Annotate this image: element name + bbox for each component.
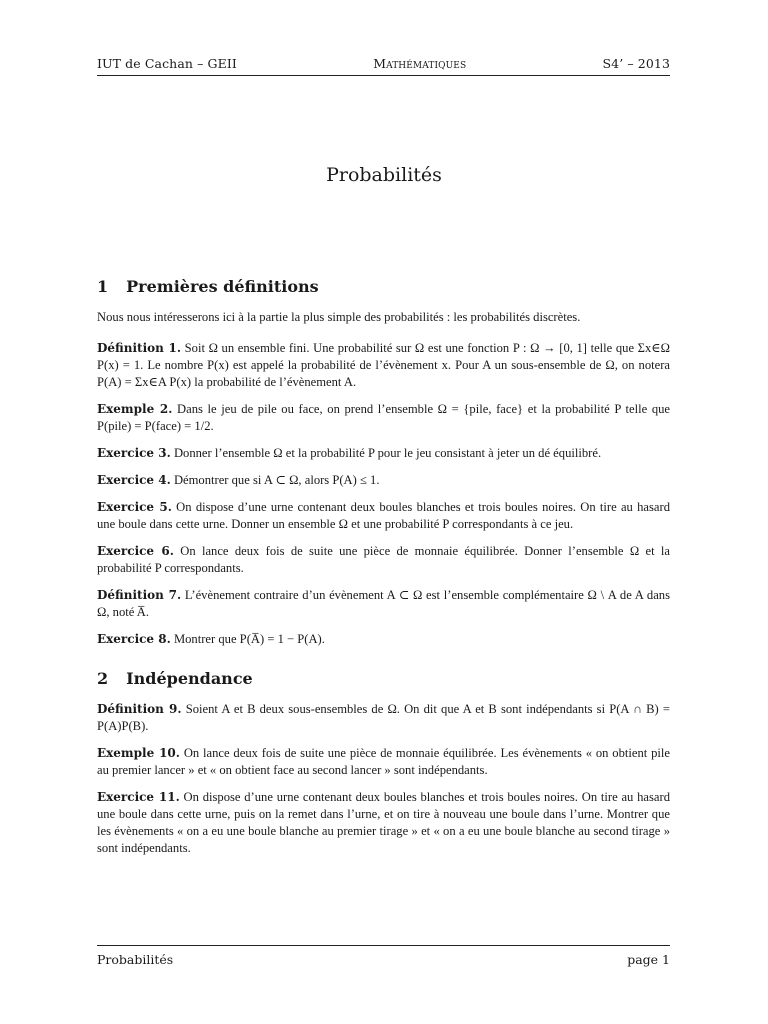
paragraph (97, 631, 670, 648)
paragraph-text: Soit Ω un ensemble fini. Une probabilité sur Ω est une fonction P : Ω → [0, 1] telle que Σx∈Ω P(x) = 1. Le nombre P(x) est appelé la probabilité de l’évènement x. Pour A un sous-ensemble de Ω, on notera P(A) = Σx∈A P(x) la probabilité de l’évènement A. (97, 341, 670, 389)
section-number: 1 (97, 277, 109, 296)
header-semester: S4’ – 2013 (602, 56, 670, 71)
paragraph-label: Exercice 8. (97, 632, 171, 646)
paragraph-label: Exemple 10. (97, 746, 180, 760)
section-title: Indépendance (126, 669, 253, 688)
paragraph-label: Exercice 11. (97, 790, 180, 804)
paragraph-label: Exemple 2. (97, 402, 173, 416)
paragraph-text: Nous nous intéresserons ici à la partie la plus simple des probabilités : les probabilités discrètes. (97, 310, 581, 324)
paragraph (97, 701, 670, 735)
paragraph-text: Montrer que P(A̅) = 1 − P(A). (173, 632, 325, 646)
document-title: Probabilités (326, 164, 442, 186)
paragraph-text: On lance deux fois de suite une pièce de monnaie équilibrée. Donner l’ensemble Ω et la probabilité P correspondants. (97, 544, 670, 575)
paragraph-text: L’évènement contraire d’un évènement A ⊂ Ω est l’ensemble complémentaire Ω \ A de A dans Ω, noté A̅. (97, 588, 670, 619)
page-footer (97, 952, 670, 967)
header-subject: Mathématiques (373, 56, 467, 71)
paragraph-label: Définition 7. (97, 588, 182, 602)
paragraph (97, 543, 670, 577)
page-header (97, 56, 670, 71)
paragraph-label: Exercice 3. (97, 446, 171, 460)
paragraph-text: Démontrer que si A ⊂ Ω, alors P(A) ≤ 1. (173, 473, 380, 487)
paragraph (97, 472, 670, 489)
paragraph-text: On lance deux fois de suite une pièce de monnaie équilibrée. Les évènements « on obtient pile au premier lancer » et « on obtient face au second lancer » sont indépendants. (97, 746, 670, 777)
paragraph (97, 499, 670, 533)
paragraph-text: Donner l’ensemble Ω et la probabilité P pour le jeu consistant à jeter un dé équilibré. (173, 446, 602, 460)
paragraph-label: Définition 1. (97, 341, 182, 355)
paragraph-text: On dispose d’une urne contenant deux boules blanches et trois boules noires. On tire au hasard une boule dans cette urne. Donner un ensemble Ω et une probabilité P correspondants à ce jeu. (97, 500, 670, 531)
footer-divider (97, 945, 670, 946)
paragraph-label: Exercice 4. (97, 473, 171, 487)
footer-title: Probabilités (97, 952, 174, 967)
paragraph (97, 745, 670, 779)
paragraph (97, 587, 670, 621)
paragraph-label: Exercice 6. (97, 544, 174, 558)
section-number: 2 (97, 669, 109, 688)
paragraph (97, 789, 670, 857)
paragraph-label: Définition 9. (97, 702, 182, 716)
header-divider (97, 75, 670, 76)
paragraph-text: On dispose d’une urne contenant deux boules blanches et trois boules noires. On tire au hasard une boule dans cette urne, puis on la remet dans l’urne, et on tire à nouveau une boule dans l’urne. Montrer que les évènements « on a eu une boule blanche au premier tirage » et « on a eu une boule blanche au second tirage » sont indépendants. (97, 790, 670, 855)
section-heading (97, 278, 670, 295)
header-institution: IUT de Cachan – GEII (97, 56, 237, 71)
paragraph-label: Exercice 5. (97, 500, 172, 514)
document-body (97, 278, 670, 867)
paragraph-text: Dans le jeu de pile ou face, on prend l’ensemble Ω = {pile, face} et la probabilité P telle que P(pile) = P(face) = 1/2. (97, 402, 671, 433)
page-number: page 1 (627, 952, 670, 967)
paragraph (97, 401, 670, 435)
paragraph-text: Soient A et B deux sous-ensembles de Ω. On dit que A et B sont indépendants si P(A ∩ B) = P(A)P(B). (97, 702, 670, 733)
paragraph (97, 340, 670, 391)
paragraph (97, 309, 670, 326)
section-heading (97, 670, 670, 687)
paragraph (97, 445, 670, 462)
section-title: Premières définitions (126, 277, 319, 296)
